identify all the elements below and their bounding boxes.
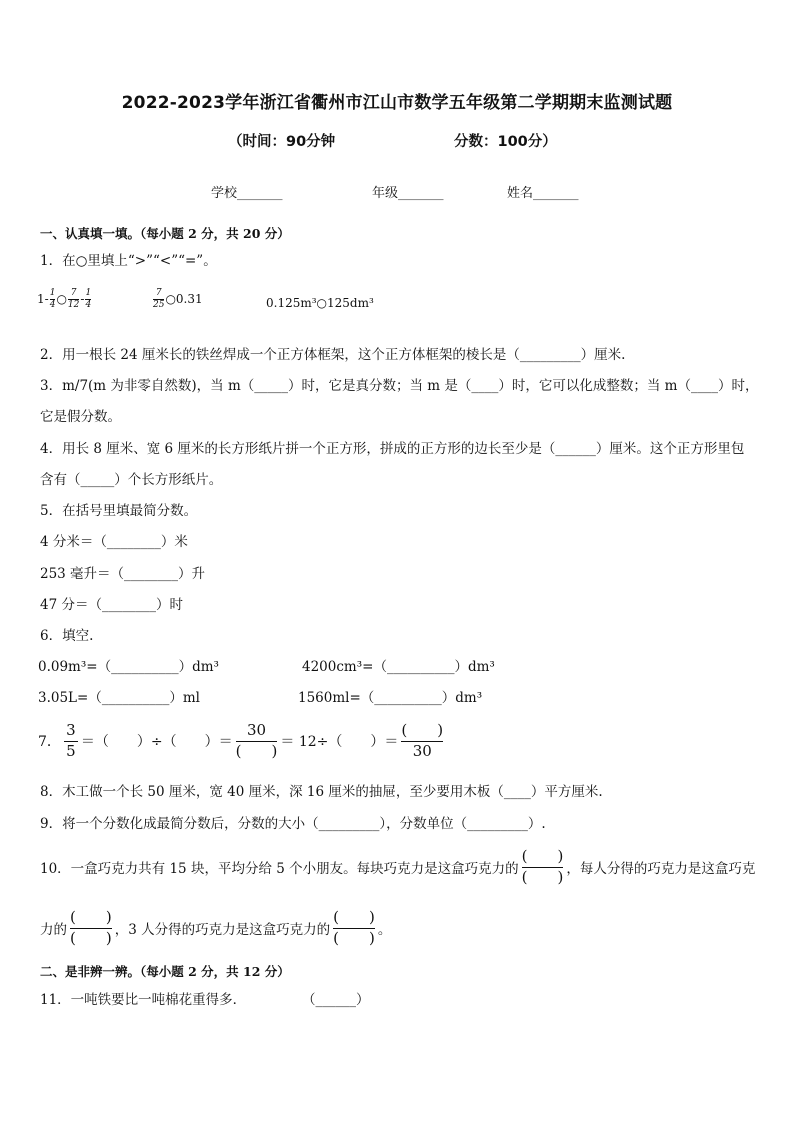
- question-11-answer-blank: （______）: [302, 992, 370, 1008]
- exam-score: 分数：100分）: [454, 134, 557, 150]
- question-1-item-c: 0.125m³○125dm³: [266, 296, 374, 310]
- page-title: 2022-2023学年浙江省衢州市江山市数学五年级第二学期期末监测试题: [121, 93, 673, 113]
- question-9: 9．将一个分数化成最简分数后，分数的大小（_________），分数单位（_________）.: [40, 816, 546, 832]
- exam-time: （时间：90分钟: [228, 134, 336, 150]
- question-1-item-a: 1- $\frac{1}{4}$ ○ $\frac{7}{12}$ - $\frac{1}{4}$: [37, 288, 92, 310]
- question-8: 8．木工做一个长 50 厘米，宽 40 厘米，深 16 厘米的抽屉，至少要用木板（____）平方厘米.: [40, 784, 603, 800]
- section-2-heading: 二、是非辨一辨。（每小题 2 分，共 12 分）: [40, 964, 290, 979]
- question-6-item-d: 1560ml=（__________）dm³: [298, 690, 483, 706]
- question-1-stem: 1．在○里填上“>”“<”“=”。: [40, 253, 217, 269]
- name-field: 姓名_______: [507, 186, 579, 201]
- question-7: 7． 3 5 ＝（ ）÷（ ）＝ 30 ( ) ＝ 12÷（ ）＝ ( ) 30: [38, 721, 444, 760]
- question-5-item-a: 4 分米＝（________）米: [40, 534, 188, 550]
- question-10-line-2: 力的 ( ) ( ) ，3 人分得的巧克力是这盒巧克力的 ( ) ( ) 。: [40, 908, 392, 947]
- school-field: 学校_______: [211, 186, 283, 201]
- grade-field: 年级_______: [372, 186, 444, 201]
- question-1-item-b: $\frac{7}{25}$ ○0.31: [153, 288, 203, 310]
- question-5-stem: 5．在括号里填最简分数。: [40, 503, 198, 519]
- question-6-item-c: 3.05L=（__________）ml: [38, 690, 200, 706]
- question-5-item-b: 253 毫升＝（________）升: [40, 566, 206, 582]
- question-11: 11．一吨铁要比一吨棉花重得多．: [40, 992, 247, 1008]
- question-3-line-1: 3．m/7(m 为非零自然数)，当 m（_____）时，它是真分数；当 m 是（____）时，它可以化成整数；当 m（____）时，: [40, 378, 759, 394]
- question-3-line-2: 它是假分数。: [40, 409, 121, 425]
- question-5-item-c: 47 分＝（________）时: [40, 597, 183, 613]
- section-1-heading: 一、认真填一填。（每小题 2 分，共 20 分）: [40, 226, 290, 241]
- question-6-item-b: 4200cm³=（__________）dm³: [302, 659, 495, 675]
- question-2: 2．用一根长 24 厘米长的铁丝焊成一个正方体框架，这个正方体框架的棱长是（_________）厘米.: [40, 347, 626, 363]
- question-6-item-a: 0.09m³=（__________）dm³: [38, 659, 219, 675]
- question-4-line-2: 含有（_____）个长方形纸片。: [40, 472, 223, 488]
- question-6-stem: 6．填空.: [40, 628, 94, 644]
- question-10-line-1: 10．一盒巧克力共有 15 块，平均分给 5 个小朋友。每块巧克力是这盒巧克力的 ( ) ( ) ，每人分得的巧克力是这盒巧克: [40, 847, 756, 886]
- question-4-line-1: 4．用长 8 厘米、宽 6 厘米的长方形纸片拼一个正方形，拼成的正方形的边长至少是（______）厘米。这个正方形里包: [40, 441, 745, 457]
